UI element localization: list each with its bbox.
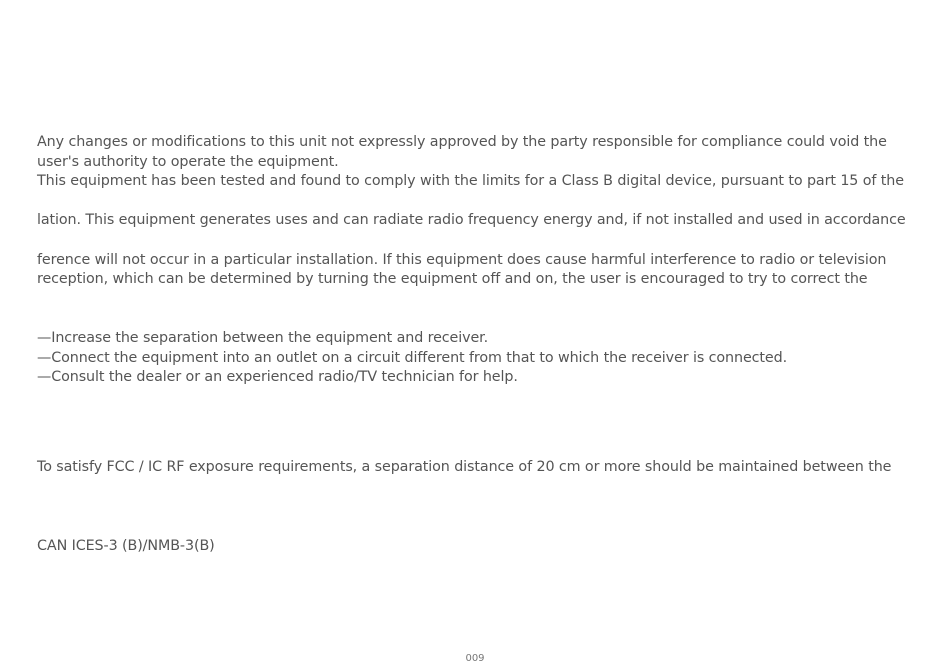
measure-item: —Increase the separation between the equipment and receiver. [37, 330, 489, 346]
compliance-text-line-3: ference will not occur in a particular installation. If this equipment does cause harmful interference to radio or television [37, 252, 887, 268]
page-number: 009 [465, 653, 485, 664]
rf-exposure-statement: To satisfy FCC / IC RF exposure requirements, a separation distance of 20 cm or more should be maintained between the [37, 459, 892, 475]
ices-statement: CAN ICES-3 (B)/NMB-3(B) [37, 538, 215, 554]
modification-warning-line-1: Any changes or modifications to this unit not expressly approved by the party responsible for compliance could void the [37, 134, 887, 150]
compliance-text-line-4: reception, which can be determined by turning the equipment off and on, the user is encouraged to try to correct the [37, 271, 868, 287]
modification-warning-line-2: user's authority to operate the equipment. [37, 154, 339, 170]
compliance-text-line-1: This equipment has been tested and found to comply with the limits for a Class B digital device, pursuant to part 15 of the [37, 173, 904, 189]
measure-item: —Connect the equipment into an outlet on a circuit different from that to which the receiver is connected. [37, 350, 788, 366]
compliance-text-line-2: lation. This equipment generates uses and can radiate radio frequency energy and, if not installed and used in accordance [37, 212, 906, 228]
measure-item: —Consult the dealer or an experienced radio/TV technician for help. [37, 369, 518, 385]
